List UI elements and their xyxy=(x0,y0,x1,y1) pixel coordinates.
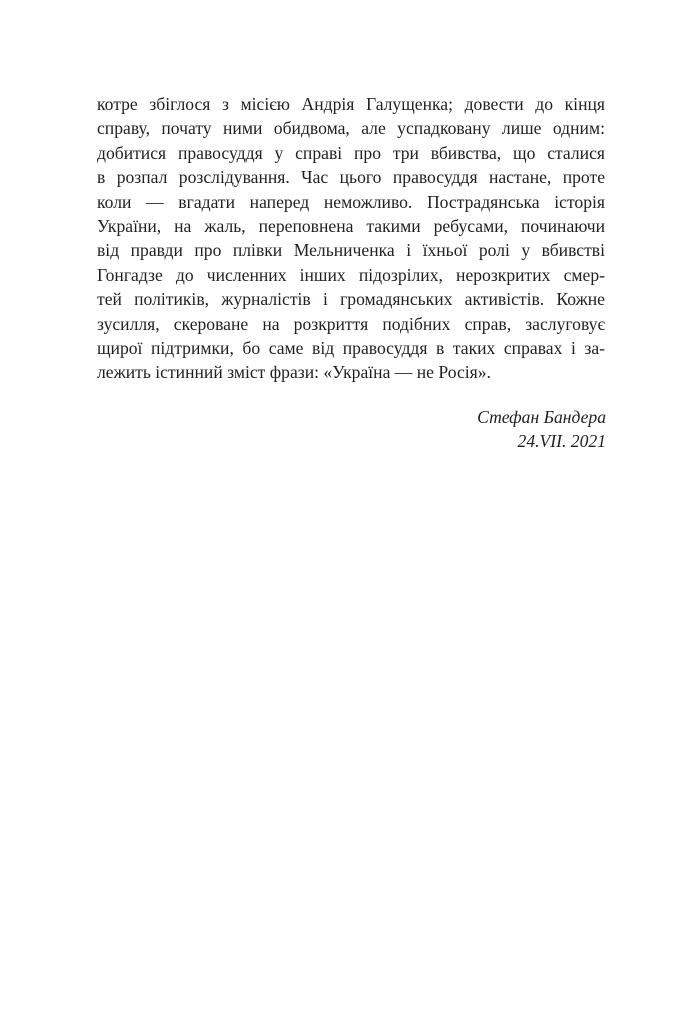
signature-date: 24.VII. 2021 xyxy=(517,431,606,452)
signature-author: Стефан Бандера xyxy=(477,407,606,427)
text-line: котре збіглося з місією Андрія Галущенка; довести до кінця xyxy=(97,94,605,114)
text-line: України, на жаль, переповнена такими ребусами, починаючи xyxy=(97,215,605,236)
document-body xyxy=(97,92,605,385)
text-line: лежить істинний зміст фрази: «Україна — не Росія». xyxy=(97,362,491,383)
text-line: в розпал розслідування. Час цього правосуддя настане, проте xyxy=(97,167,605,188)
text-line: тей політиків, журналістів і громадянських активістів. Кожне xyxy=(97,289,605,310)
text-line: добитися правосуддя у справі про три вбивства, що сталися xyxy=(97,142,605,163)
closing-paragraph xyxy=(97,92,605,385)
text-line: щирої підтримки, бо саме від правосуддя в таких справах і за- xyxy=(97,337,605,358)
text-line: зусилля, скероване на розкриття подібних справ, заслуговує xyxy=(97,313,605,334)
text-line: від правди про плівки Мельниченка і їхньої ролі у вбивстві xyxy=(97,240,605,261)
text-line: справу, почату ними обидвома, але успадковану лише одним: xyxy=(97,118,605,139)
signature-block xyxy=(477,405,606,454)
text-line: Гонгадзе до численних інших підозрілих, нерозкритих смер- xyxy=(97,264,605,285)
text-line: коли — вгадати наперед неможливо. Пострадянська історія xyxy=(97,191,605,212)
